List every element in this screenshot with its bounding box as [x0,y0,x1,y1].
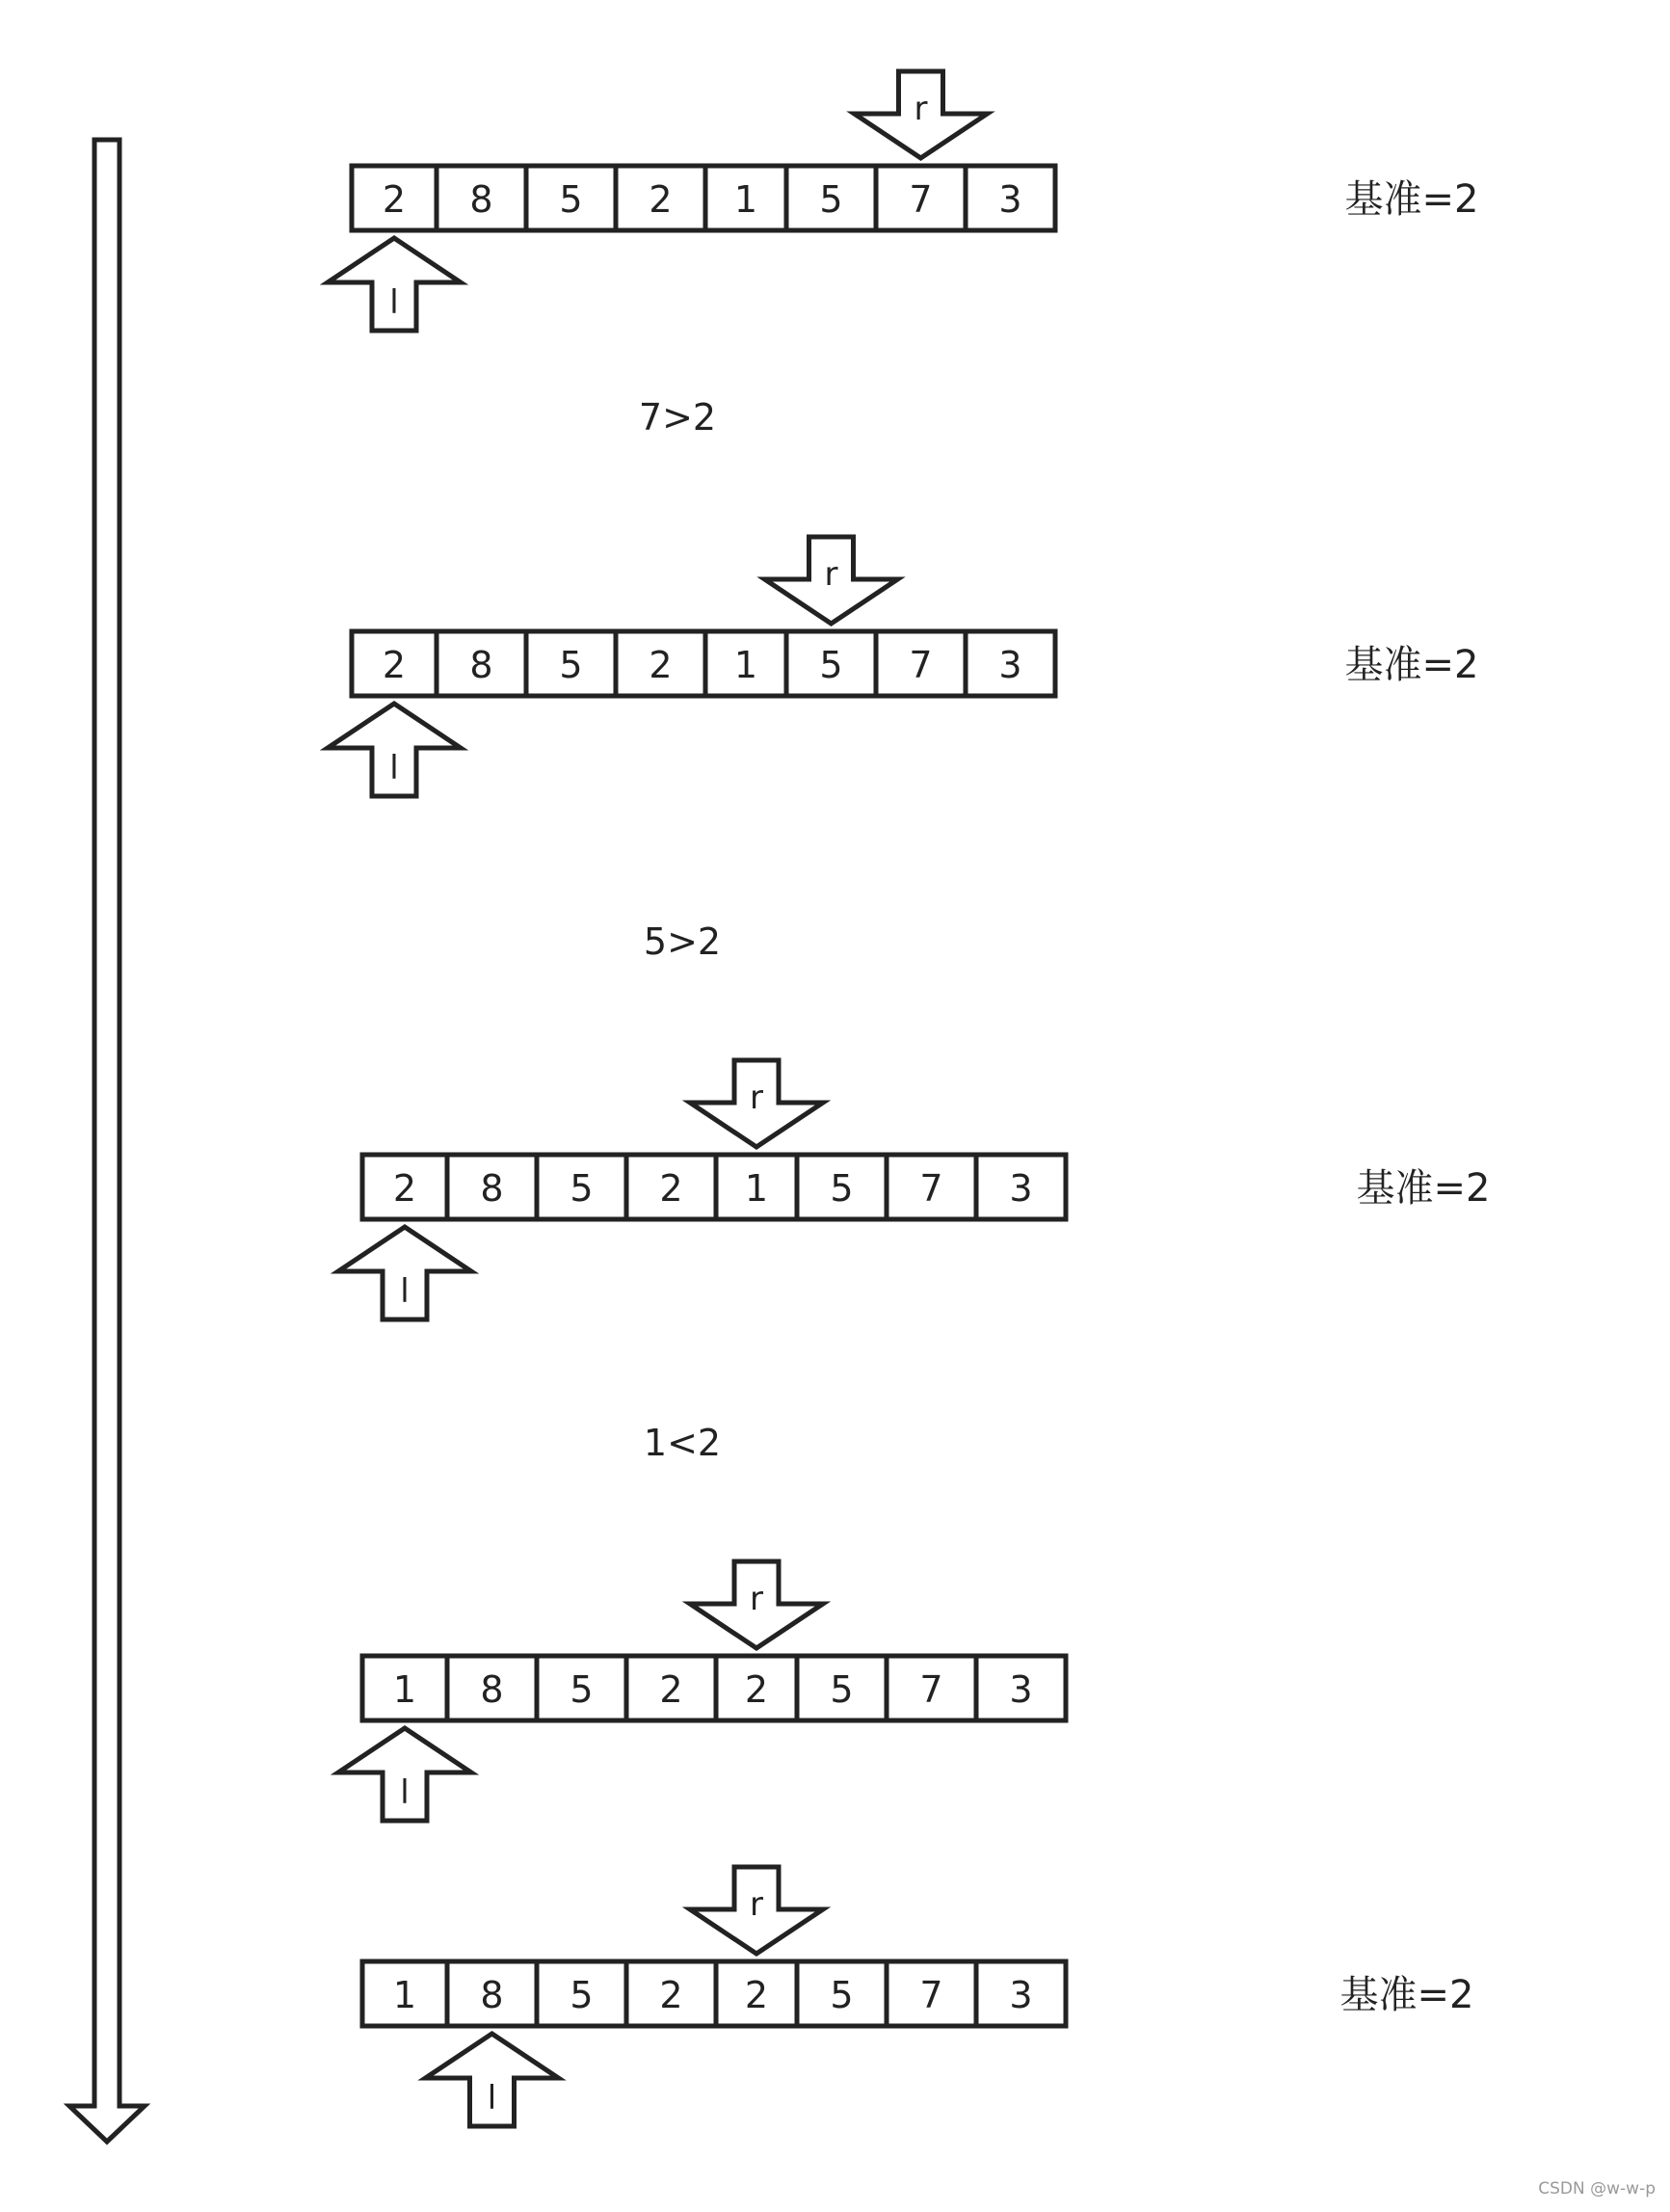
array-cell-value: 2 [659,1167,683,1210]
array-cell-value: 5 [559,644,583,686]
array-cell-value: 1 [392,1974,417,2016]
array-cell-value: 3 [998,178,1022,221]
array-cell-value: 7 [919,1668,943,1711]
array-cell-value: 7 [909,178,933,221]
array-cell-value: 2 [744,1974,769,2016]
array-cell-value: 7 [919,1974,943,2016]
array-cell-value: 5 [830,1974,854,2016]
array-row-2 [328,537,1478,796]
left-pointer-label: l [400,1272,410,1311]
flow-down-arrow [69,140,145,2142]
array-cell-value: 3 [1009,1668,1033,1711]
pivot-label: 基准=2 [1344,177,1479,222]
left-pointer-label: l [400,1773,410,1812]
array-cell-value: 8 [480,1167,504,1210]
array-cell-value: 8 [480,1974,504,2016]
array-cell-value: 1 [733,178,758,221]
array-cell-value: 2 [649,178,673,221]
right-pointer-label: r [750,1079,763,1117]
pivot-label: 基准=2 [1339,1973,1474,2017]
array-cell-value: 2 [382,644,407,686]
array-row-5 [362,1867,1473,2126]
array-cell-value: 2 [382,178,407,221]
right-pointer-label: r [914,90,928,128]
array-cell-value: 2 [659,1974,683,2016]
array-cell-value: 5 [559,178,583,221]
right-pointer-label: r [824,555,838,594]
array-cell-value: 2 [649,644,673,686]
array-cell-value: 1 [744,1167,769,1210]
left-pointer-label: l [389,749,399,787]
comparison-note-2: 5>2 [643,920,722,963]
array-row-1 [328,71,1478,331]
array-cell-value: 7 [919,1167,943,1210]
pivot-label: 基准=2 [1356,1166,1491,1211]
array-row-4 [338,1561,1066,1821]
watermark: CSDN @w-w-p [1538,2179,1656,2199]
array-cell-value: 8 [480,1668,504,1711]
right-pointer-label: r [750,1885,763,1924]
array-cell-value: 8 [469,644,493,686]
array-cell-value: 2 [659,1668,683,1711]
array-cell-value: 5 [570,1668,594,1711]
array-cell-value: 5 [570,1974,594,2016]
left-pointer-label: l [487,2079,497,2118]
comparison-note-3: 1<2 [643,1422,722,1464]
array-cell-value: 1 [733,644,758,686]
array-row-3 [338,1060,1490,1319]
array-cell-value: 5 [830,1167,854,1210]
array-cell-value: 8 [469,178,493,221]
left-pointer-label: l [389,283,399,322]
comparison-note-1: 7>2 [638,396,717,439]
array-cell-value: 2 [392,1167,417,1210]
array-cell-value: 7 [909,644,933,686]
array-cell-value: 3 [1009,1974,1033,2016]
array-cell-value: 2 [744,1668,769,1711]
array-cell-value: 5 [819,644,843,686]
pivot-label: 基准=2 [1344,643,1479,687]
array-cell-value: 3 [1009,1167,1033,1210]
array-cell-value: 1 [392,1668,417,1711]
array-cell-value: 5 [570,1167,594,1210]
array-cell-value: 5 [830,1668,854,1711]
right-pointer-label: r [750,1580,763,1618]
array-cell-value: 3 [998,644,1022,686]
array-cell-value: 5 [819,178,843,221]
